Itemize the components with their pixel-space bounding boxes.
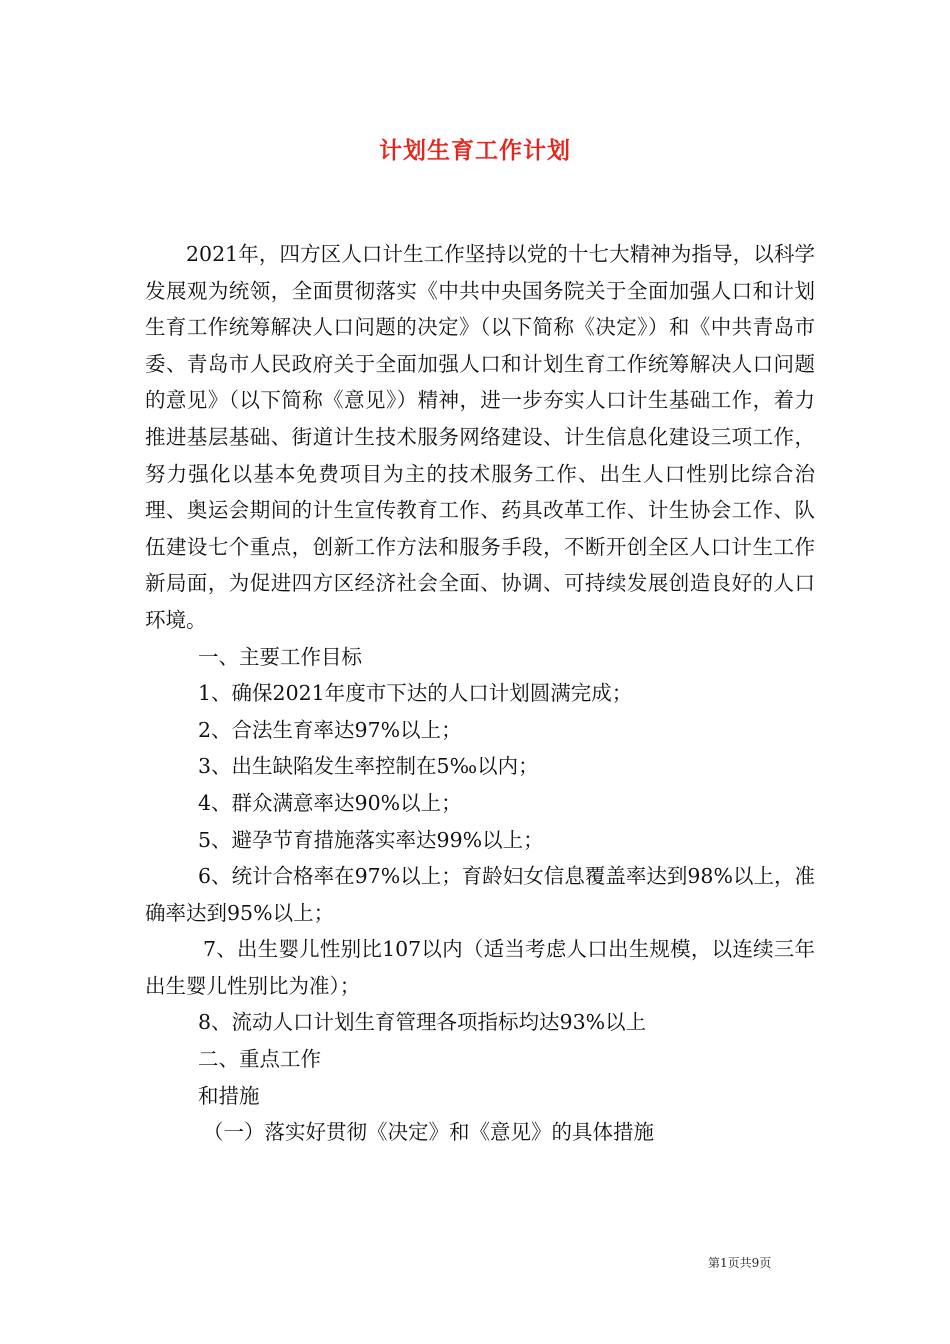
- goal-item-1: 1、确保2021年度市下达的人口计划圆满完成；: [198, 681, 633, 706]
- goal-item-5: 5、避孕节育措施落实率达99%以上；: [198, 827, 544, 852]
- goal-item-2: 2、合法生育率达97%以上；: [198, 717, 462, 742]
- section-heading-key-work-continued: 和措施: [198, 1083, 260, 1108]
- goal-item-3: 3、出生缺陷发生率控制在5‰以内；: [198, 754, 539, 779]
- goal-item-8: 8、流动人口计划生育管理各项指标均达93%以上: [198, 1010, 647, 1035]
- document-title: 计划生育工作计划: [379, 137, 571, 164]
- intro-paragraph: 2021年，四方区人口计生工作坚持以党的十七大精神为指导，以科学发展观为统领，全面贯彻落实《中共中央国务院关于全面加强人口和计划生育工作统筹解决人口问题的决定》（以下简称《决定》）和《中共青岛市委、青岛市人民政府关于全面加强人口和计划生育工作统筹解决人口问题的意见》（以下简称《意见》）精神，进一步夯实人口计生基础工作，着力推进基层基础、街道计生技术服务网络建设、计生信息化建设三项工作，努力强化以基本免费项目为主的技术服务工作、出生人口性别比综合治理、奥运会期间的计生宣传教育工作、药具改革工作、计生协会工作、队伍建设七个重点，创新工作方法和服务手段，不断开创全区人口计生工作新局面，为促进四方区经济社会全面、协调、可持续发展创造良好的人口环境。: [145, 242, 815, 632]
- section-heading-goals: 一、主要工作目标: [198, 644, 362, 669]
- section-heading-key-work: 二、重点工作: [198, 1047, 321, 1072]
- goal-item-4: 4、群众满意率达90%以上；: [198, 790, 462, 815]
- page-number-footer: 第1页共9页: [708, 1256, 772, 1270]
- subsection-heading-1: （一）落实好贯彻《决定》和《意见》的具体措施: [203, 1120, 654, 1145]
- goal-item-7: 7、出生婴儿性别比107以内（适当考虑人口出生规模，以连续三年出生婴儿性别比为准）；: [145, 937, 815, 998]
- document-body: [145, 236, 815, 1151]
- goal-item-6: 6、统计合格率在97%以上；育龄妇女信息覆盖率达到98%以上，准确率达到95%以上；: [145, 864, 815, 925]
